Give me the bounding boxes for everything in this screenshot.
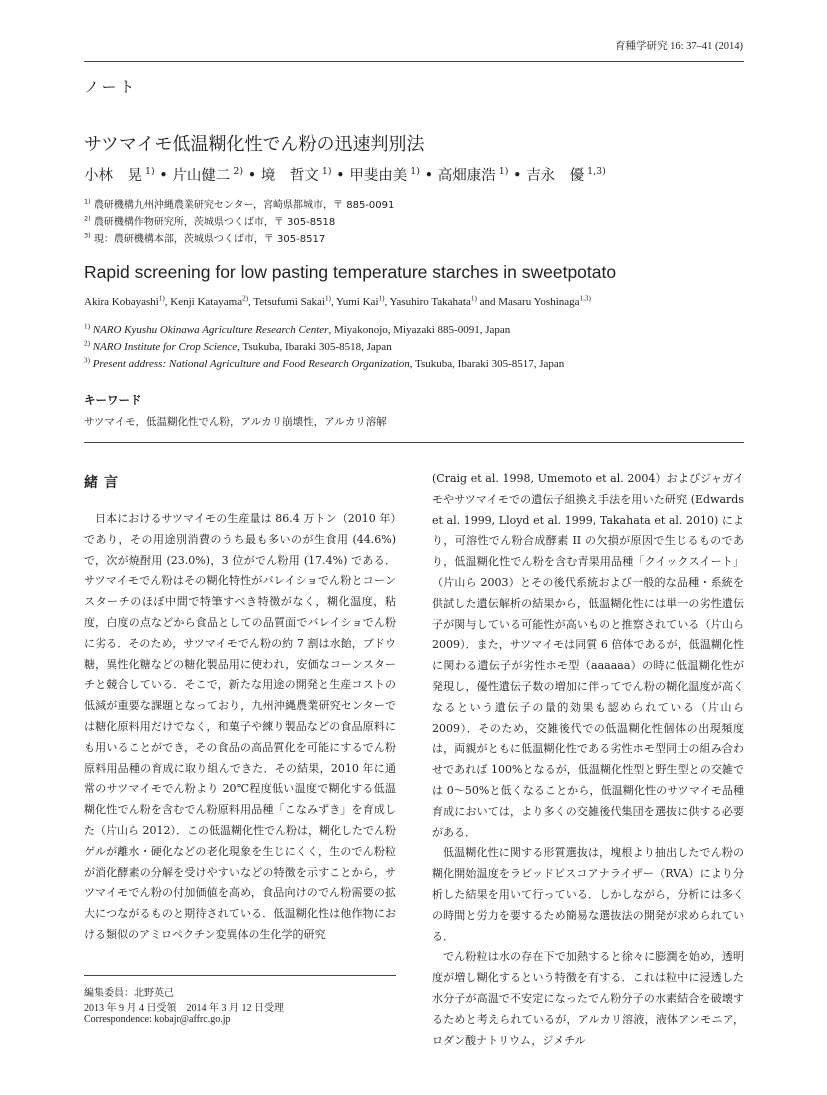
author-affil-mark: 1) bbox=[318, 166, 332, 178]
keywords-list: サツマイモ，低温糊化性でん粉，アルカリ崩壊性，アルカリ溶解 bbox=[84, 416, 387, 428]
affiliation-en-1: $^{1)}$ NARO Kyushu Okinawa Agriculture Research Center, Miyakonojo, Miyazaki 885-0091, Japan bbox=[84, 322, 511, 336]
affiliation-ja-1: $^{1)}$ 農研機構九州沖縄農業研究センター，宮崎県都城市，〒 885-0091 bbox=[84, 197, 395, 211]
footnote-dates: 2013 年 9 月 4 日受領 2014 年 3 月 12 日受理 bbox=[84, 1003, 284, 1014]
author-name: 片山健二 bbox=[172, 168, 231, 184]
author-affil-mark: 1) bbox=[407, 166, 420, 178]
journal-citation: 育種学研究 16: 37–41 (2014) bbox=[614, 41, 743, 52]
author-separator: • bbox=[154, 168, 173, 184]
paragraph: 低温糊化性に関する形質選抜は，塊根より抽出したでん粉の糊化開始温度をラピッドビスコアナライザー（RVA）により分析した結果を用いて行っている．しかしながら，分析には多くの時間と労力を要するため簡易な選抜法の開発が求められている． bbox=[432, 846, 744, 943]
section-label: ノート bbox=[84, 78, 138, 96]
body-left-column bbox=[84, 509, 396, 946]
affiliation-en-2: $^{2)}$ NARO Institute for Crop Science, Tsukuba, Ibaraki 305-8518, Japan bbox=[84, 339, 392, 353]
author-separator: , bbox=[164, 296, 171, 308]
paragraph: でん粉粒は水の存在下で加熱すると徐々に膨潤を始め，透明度が増し糊化するという特徴を有する．これは粒中に浸透した水分子が高温で不安定になったでん粉分子の水素結合を破壊するためと考えられているが，アルカリ溶液，液体アンモニア，ロダン酸ナトリウム，ジメチル bbox=[432, 950, 744, 1047]
authors-japanese bbox=[84, 164, 606, 185]
author-affil-mark: 2) bbox=[230, 166, 244, 178]
author-affil-mark: 1) bbox=[378, 294, 385, 303]
keywords-heading: キーワード bbox=[84, 393, 142, 407]
author-name: 高畑康浩 bbox=[437, 168, 496, 184]
paragraph: (Craig et al. 1998, Umemoto et al. 2004）およびジャガイモやサツマイモでの遺伝子組換え手法を用いた研究 (Edwards et al. 1999, Lloyd et al. 1999, Takahata et al. 2010) により，可溶性でん粉合成酵素 II の欠損が原因で生じるものであり，低温糊化性でん粉を含む青果用品種「クイックスイート」（片山ら 2003）とその後代系統および一般的な品種・系統を供試した遺伝解析の結果から，低温糊化性には単一の劣性遺伝子が関与している可能性が高いものと推察されている（片山ら 2009）．また，サツマイモは同質 6 倍体であるが，低温糊化性に関わる遺伝子が劣性ホモ型（aaaaaa）の時に低温糊化性が発現し，優性遺伝子数の増加に伴ってでん粉の糊化温度が高くなるという遺伝子の量的効果も認められている（片山ら 2009）．そのため，交雑後代での低温糊化性個体の出現頻度は，両親がともに低温糊化性である劣性ホモ型同士の組み合わせであれば 100%となるが，低温糊化性型と野生型との交雑では 0〜50%と低くなることから，低温糊化性のサツマイモ品種育成においては，より多くの交雑後代集団を選抜に供する必要がある． bbox=[432, 472, 744, 839]
author-separator: • bbox=[331, 168, 350, 184]
author-name: 小林 晃 bbox=[84, 168, 142, 184]
author-separator: , bbox=[384, 296, 390, 308]
affiliation-ja-2: $^{2)}$ 農研機構作物研究所，茨城県つくば市，〒 305-8518 bbox=[84, 214, 336, 228]
author-name: Akira Kobayashi bbox=[84, 296, 159, 308]
paragraph: 日本におけるサツマイモの生産量は 86.4 万トン（2010 年）であり，その用途別消費のうち最も多いのが生食用 (44.6%) で，次が焼酎用 (23.0%)，3 位がでん粉用 (17.4%) である．サツマイモでん粉はその糊化特性がバレイショでん粉とコーンスターチのほぼ中間で特筆すべき特徴がなく，糊化温度，粘度，白度の点などから食品としての品質面でバレイショでん粉に劣る．そのため，サツマイモでん粉の約 7 割は水飴，ブドウ糖，異性化糖などの糖化製品用に使われ，安価なコーンスターチと競合している．そこで，新たな用途の開発と生産コストの低減が重要な課題となっており，九州沖縄農業研究センターでは糖化原料用だけでなく，和菓子や練り製品などの食品原料にも用いることができ，その食品の高品質化を可能にするでん粉原料用品種の育成に取り組んできた．その結果，2010 年に通常のサツマイモでん粉より 20℃程度低い温度で糊化する低温糊化性でん粉を含むでん粉原料用品種「こなみずき」を育成した（片山ら 2012）．この低温糊化性でん粉は，糊化したでん粉ゲルが離水・硬化などの老化現象を生じにくく，生のでん粉粒が消化酵素の分解を受けやすいなどの特徴を示すことから，サツマイモでん粉の付加価値を高め，食品向けのでん粉需要の拡大につながるものと期待されている．低温糊化性は他作物における類似のアミロペクチン変異体の生化学的研究 bbox=[84, 512, 396, 941]
header-rule bbox=[84, 61, 744, 62]
author-separator: • bbox=[508, 168, 527, 184]
author-separator: • bbox=[243, 168, 261, 184]
author-separator: • bbox=[419, 168, 438, 184]
author-affil-mark: 1) bbox=[142, 166, 155, 178]
footnote-editor: 編集委員：北野英己 bbox=[84, 988, 174, 999]
section-heading: 緒言 bbox=[84, 475, 124, 491]
author-name: Yasuhiro Takahata bbox=[389, 296, 471, 308]
body-right-column bbox=[432, 469, 744, 1051]
authors-english bbox=[84, 296, 591, 308]
affiliation-en-3: $^{3)}$ Present address: National Agriculture and Food Research Organization, Tsukuba, Ibaraki 305-8517, Japan bbox=[84, 356, 565, 370]
footnote-rule bbox=[84, 975, 396, 976]
author-separator: and bbox=[476, 296, 499, 308]
author-name: 境 哲文 bbox=[260, 168, 319, 184]
author-name: 甲斐由美 bbox=[349, 168, 408, 184]
author-separator: , bbox=[330, 296, 337, 308]
title-english: Rapid screening for low pasting temperature starches in sweetpotato bbox=[84, 262, 617, 282]
author-affil-mark: 1) bbox=[324, 294, 331, 303]
author-name: Masaru Yoshinaga bbox=[498, 296, 580, 308]
author-name: 吉永 優 bbox=[526, 168, 585, 184]
author-affil-mark: 1,3) bbox=[579, 294, 591, 303]
author-affil-mark: 1,3) bbox=[584, 166, 606, 178]
author-separator: , bbox=[248, 296, 254, 308]
author-affil-mark: 2) bbox=[242, 294, 249, 303]
affiliation-ja-3: $^{3)}$ 現：農研機構本部，茨城県つくば市，〒 305-8517 bbox=[84, 231, 326, 245]
footnote-correspondence: Correspondence: kobajr@affrc.go.jp bbox=[84, 1014, 231, 1025]
author-affil-mark: 1) bbox=[495, 166, 509, 178]
author-affil-mark: 1) bbox=[158, 294, 165, 303]
title-japanese: サツマイモ低温糊化性でん粉の迅速判別法 bbox=[84, 134, 425, 155]
author-name: Yumi Kai bbox=[336, 296, 379, 308]
author-name: Kenji Katayama bbox=[170, 296, 243, 308]
keywords-rule bbox=[84, 442, 744, 443]
author-name: Tetsufumi Sakai bbox=[253, 296, 325, 308]
author-affil-mark: 1) bbox=[470, 294, 477, 303]
